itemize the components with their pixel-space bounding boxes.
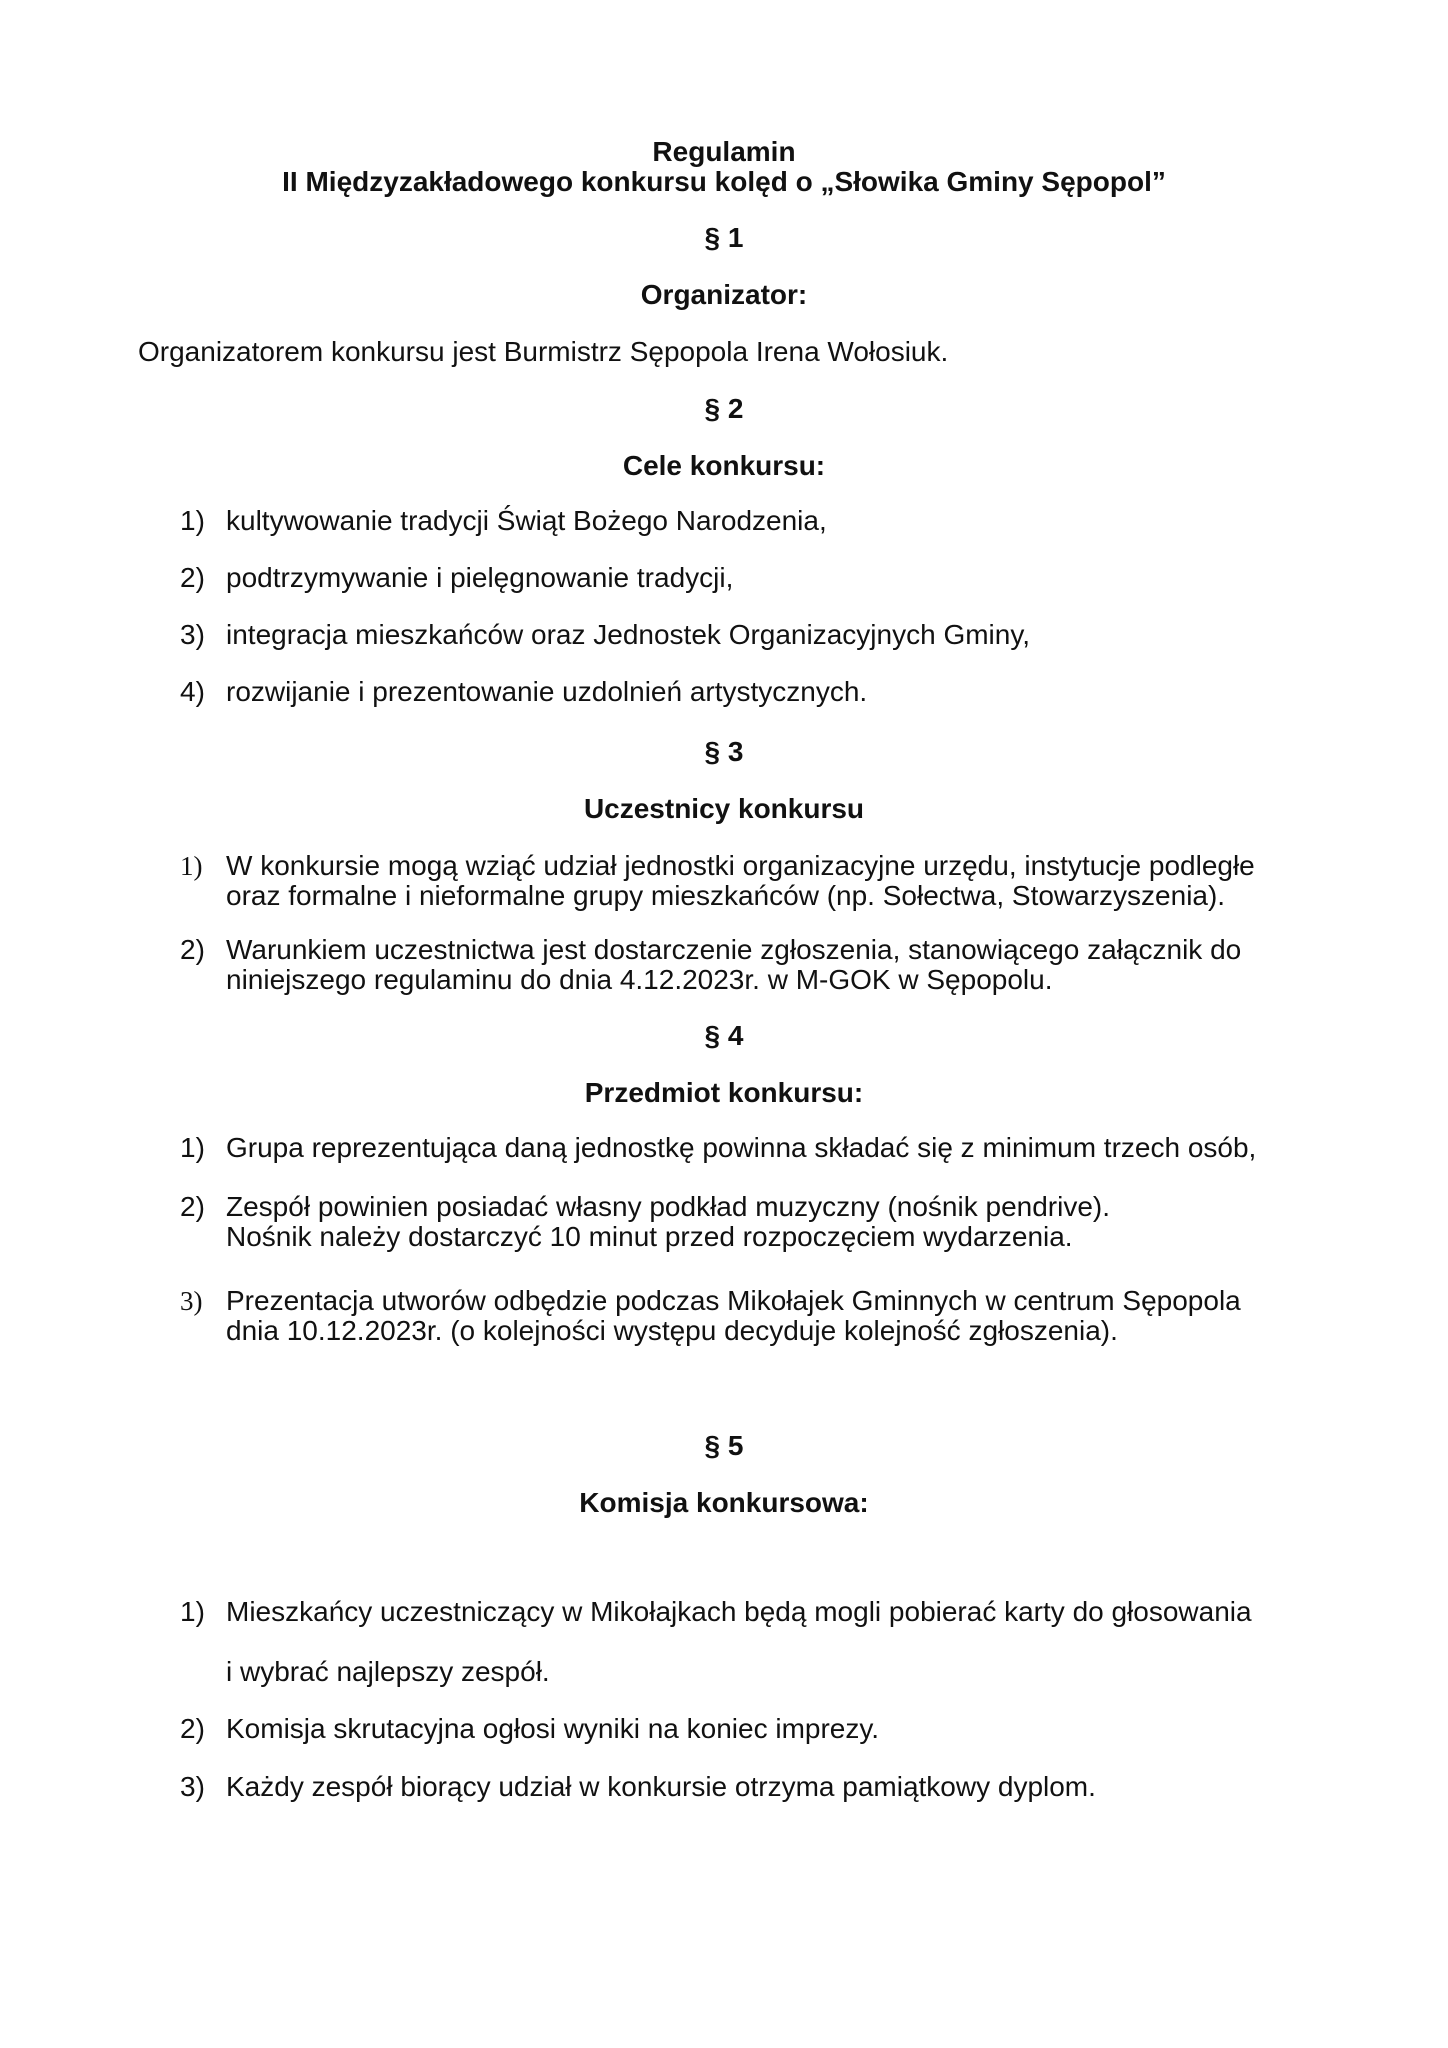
- list-text-line: Nośnik należy dostarczyć 10 minut przed rozpoczęciem wydarzenia.: [226, 1221, 1073, 1252]
- list-text: Komisja skrutacyjna ogłosi wyniki na koniec imprezy.: [226, 1713, 880, 1744]
- section-1-heading: Organizator:: [640, 279, 808, 310]
- document-title: Regulamin: [652, 136, 796, 167]
- list-text-line: W konkursie mogą wziąć udział jednostki organizacyjne urzędu, instytucje podległe: [226, 850, 1255, 881]
- section-3-heading: Uczestnicy konkursu: [583, 793, 865, 824]
- section-5-mark: § 5: [704, 1430, 744, 1461]
- list-text: kultywowanie tradycji Świąt Bożego Narodzenia,: [226, 505, 827, 536]
- list-text: integracja mieszkańców oraz Jednostek Organizacyjnych Gminy,: [226, 619, 1031, 650]
- list-number: 3): [180, 619, 205, 650]
- list-number: 1): [180, 505, 205, 536]
- list-number: 2): [180, 562, 205, 593]
- list-text-line: Warunkiem uczestnictwa jest dostarczenie zgłoszenia, stanowiącego załącznik do: [226, 934, 1242, 965]
- section-5-heading: Komisja konkursowa:: [579, 1487, 869, 1518]
- list-number: 2): [180, 1191, 205, 1222]
- list-number: 3): [180, 1771, 205, 1802]
- list-text-line: Zespół powinien posiadać własny podkład muzyczny (nośnik pendrive).: [226, 1191, 1111, 1222]
- list-number: 2): [180, 1713, 205, 1744]
- list-number: 3): [180, 1286, 203, 1316]
- list-number: 1): [180, 851, 203, 881]
- document-subtitle: II Międzyzakładowego konkursu kolęd o „Słowika Gminy Sępopol”: [282, 166, 1166, 197]
- list-number: 4): [180, 676, 205, 707]
- list-text-line: Mieszkańcy uczestniczący w Mikołajkach będą mogli pobierać karty do głosowania: [226, 1596, 1252, 1627]
- list-number: 2): [180, 934, 205, 965]
- list-number: 1): [180, 1596, 205, 1627]
- section-1-mark: § 1: [704, 222, 744, 253]
- list-text: podtrzymywanie i pielęgnowanie tradycji,: [226, 562, 734, 593]
- list-text-line: oraz formalne i nieformalne grupy mieszkańców (np. Sołectwa, Stowarzyszenia).: [226, 880, 1226, 911]
- section-2-mark: § 2: [704, 393, 744, 424]
- list-text-line: Prezentacja utworów odbędzie podczas Mikołajek Gminnych w centrum Sępopola: [226, 1285, 1241, 1316]
- section-3-mark: § 3: [704, 736, 744, 767]
- section-1-text: Organizatorem konkursu jest Burmistrz Sępopola Irena Wołosiuk.: [138, 336, 949, 367]
- list-text: Każdy zespół biorący udział w konkursie otrzyma pamiątkowy dyplom.: [226, 1771, 1096, 1802]
- list-text-line: dnia 10.12.2023r. (o kolejności występu decyduje kolejność zgłoszenia).: [226, 1315, 1118, 1346]
- list-text: Grupa reprezentująca daną jednostkę powinna składać się z minimum trzech osób,: [226, 1132, 1257, 1163]
- section-4-mark: § 4: [704, 1020, 744, 1051]
- section-2-heading: Cele konkursu:: [622, 450, 826, 481]
- list-text-line: niniejszego regulaminu do dnia 4.12.2023r. w M-GOK w Sępopolu.: [226, 964, 1053, 995]
- section-4-heading: Przedmiot konkursu:: [584, 1077, 864, 1108]
- list-text: rozwijanie i prezentowanie uzdolnień artystycznych.: [226, 676, 868, 707]
- list-text-line: i wybrać najlepszy zespół.: [226, 1656, 550, 1687]
- list-number: 1): [180, 1132, 205, 1163]
